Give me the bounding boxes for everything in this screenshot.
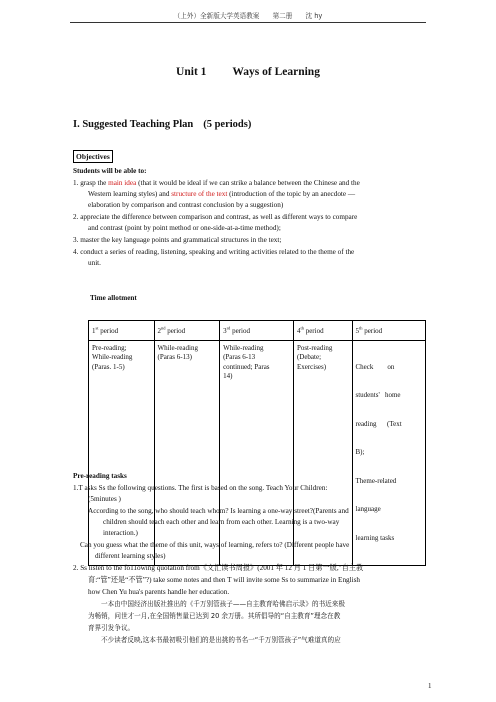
period-3-cell: While-reading (Paras 6-13 continued; Paras 14) — [220, 340, 294, 566]
unit-title — [0, 66, 496, 78]
unit-number: Unit 1 — [176, 66, 207, 78]
objectives-label: Objectives — [73, 150, 113, 163]
period-3-header: 3rd period — [220, 321, 294, 341]
section-heading — [73, 119, 251, 130]
prereading-line: 不少读者反映,这本书最初吸引他们的是出挑的书名一“千万别管孩子”气难道真的应 — [101, 636, 341, 644]
time-allotment-label: Time allotment — [90, 294, 137, 302]
objective-3: 3. master the key language points and grammatical structures in the text; — [73, 236, 282, 244]
table-row — [89, 340, 426, 566]
period-4-header: 4th period — [293, 321, 352, 341]
header-rule — [70, 22, 426, 23]
prereading-line: 1.T asks Ss the following questions. The first is based on the song. Teach Your Children: — [73, 484, 328, 492]
objective-4: 4. conduct a series of reading, listening, speaking and writing activities related to the theme of the — [73, 248, 355, 256]
period-5-header: 5th period — [352, 321, 426, 341]
period-4-cell: Post-reading (Debate; Exercises) — [293, 340, 352, 566]
period-2-cell: While-reading (Paras 6-13) — [154, 340, 220, 566]
objective-1-cont2: elaboration by comparison and contrast conclusion by a suggestion) — [88, 201, 284, 209]
objectives-intro: Students will be able to: — [73, 167, 147, 175]
prereading-heading: Pre-reading tasks — [73, 472, 127, 480]
period-1-header: 1st period — [89, 321, 155, 341]
table-header-row — [89, 321, 426, 341]
period-5-cell: Check on students' home reading (Text B); Theme-related language learning tasks — [352, 340, 426, 566]
time-allotment-table — [88, 320, 426, 566]
objective-2-cont: and contrast (point by point method or one-side-at-a-time method); — [88, 224, 281, 232]
objective-1-cont: Western learning styles) and structure of the text (introduction of the topic by an anecdote — — [88, 190, 356, 198]
prereading-line: how Chen Yu hua's parents handle her education. — [88, 588, 230, 596]
highlight-structure: structure of the text — [171, 190, 228, 198]
prereading-line: interaction.) — [103, 529, 138, 537]
objective-4-cont: unit. — [88, 259, 101, 267]
highlight-main-idea: main idea — [108, 179, 137, 187]
prereading-line: 一本由中国经济出版社推出的《千万别管孩子——自主教育哈佛启示录》的书近来极 — [101, 600, 345, 608]
unit-name: Ways of Learning — [232, 66, 320, 78]
prereading-line: 为畅销，问世才一月,在全国销售量已达到 20 余万册。其所倡导的“自主教育”理念在教 — [88, 612, 341, 620]
section-periods: (5 periods) — [203, 119, 252, 130]
page-number: 1 — [428, 682, 432, 690]
prereading-line: children should teach each other and learn from each other. Learning is a two-way — [103, 518, 340, 526]
prereading-line: According to the song, who should teach whom? Is learning a one-way street?(Parents and — [88, 507, 349, 515]
period-2-header: 2nd period — [154, 321, 220, 341]
objective-1: 1. grasp the main idea (that it would be ideal if we can strike a balance between the Chinese and the — [73, 179, 360, 187]
prereading-line: different learning styles) — [95, 552, 166, 560]
objective-2: 2. appreciate the difference between comparison and contrast, as well as different ways to compare — [73, 213, 358, 221]
period-1-cell: Pre-reading; While-reading (Paras. 1-5) — [89, 340, 155, 566]
prereading-line: 2. Ss listen to the fo11owing quotation from《文汇读书周报》(2001 年 12 月 1 日第一版,"自主教 — [73, 564, 364, 572]
prereading-line: 育界引发争议。 — [88, 624, 135, 632]
running-header: （上外）全新版大学英语教案 第二册 沈 hy — [173, 12, 323, 20]
section-title: I. Suggested Teaching Plan — [73, 119, 194, 130]
prereading-line: (5minutes ) — [88, 495, 121, 503]
prereading-line: Can you guess what the theme of this unit, ways of learning, refers to? (Different people have — [80, 541, 350, 549]
prereading-line: 育:“管”还是“不管”?) take some notes and then T will invite some Ss to summarize in English — [88, 576, 361, 584]
